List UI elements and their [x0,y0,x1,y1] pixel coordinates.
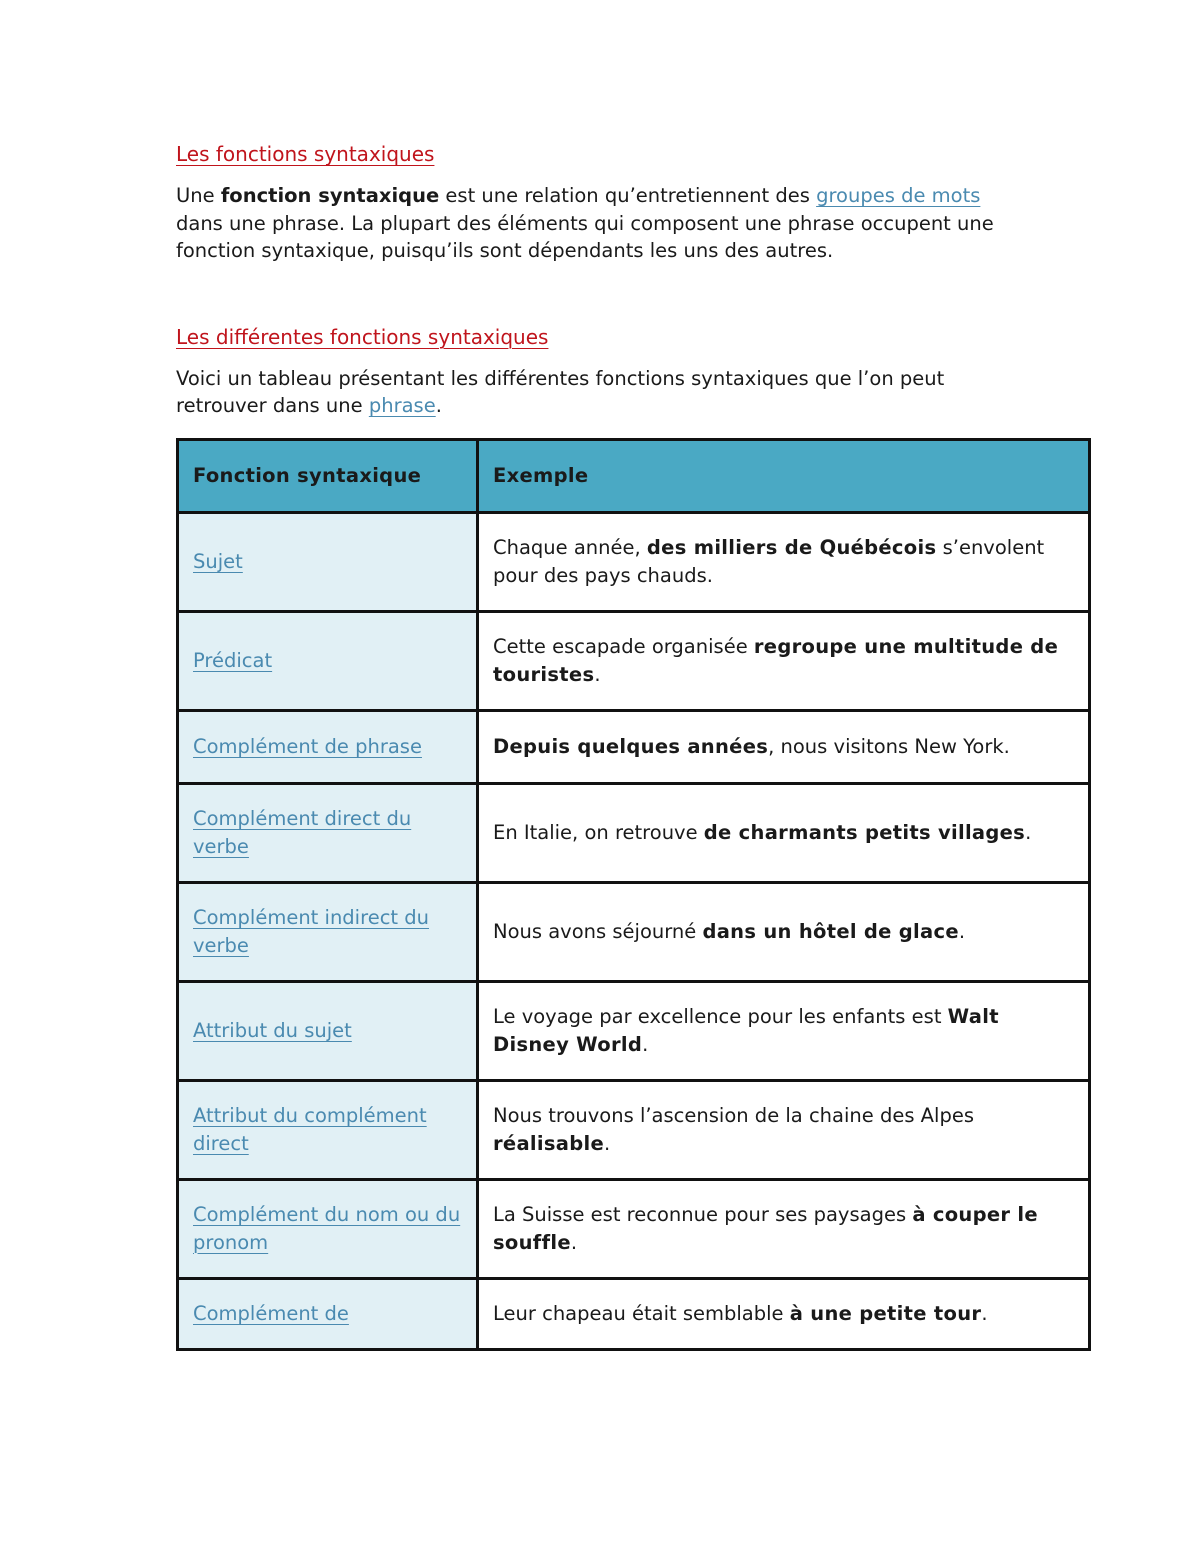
table-row [178,710,1090,783]
example-cell [478,1080,1090,1179]
function-cell [178,1278,478,1349]
example-bold: des milliers de Québécois [646,536,937,559]
function-link-predicat[interactable]: Prédicat [193,648,273,672]
intro-text-2: est une relation qu’entretiennent des [439,184,817,207]
example-text: Chaque année, [493,536,647,559]
example-text: Leur chapeau était semblable [493,1301,790,1325]
header-exemple: Exemple [478,439,1090,512]
function-link-complement-de[interactable]: Complément de [193,1301,349,1325]
table-intro-text-1: Voici un tableau présentant les différentes fonctions syntaxiques que l’on peut retrouver dans une [176,366,945,417]
function-link-attribut-complement[interactable]: Attribut du complément direct [193,1104,427,1155]
section-heading-fonctions: Les fonctions syntaxiques [176,142,435,166]
example-cell [478,611,1090,710]
table-row [178,1278,1090,1349]
example-bold: Walt Disney World [493,1005,999,1056]
function-link-complement-nom[interactable]: Complément du nom ou du pronom [193,1203,461,1254]
example-bold: de charmants petits villages [703,820,1026,844]
example-bold: Depuis quelques années [493,734,769,758]
intro-text-3: dans une phrase. La plupart des éléments qui composent une phrase occupent une fonction syntaxique, puisqu’ils sont dépendants les uns des autres. [176,211,994,262]
header-fonction: Fonction syntaxique [178,439,478,512]
function-cell [178,1080,478,1179]
document-page [176,140,1088,1351]
section-heading-differentes: Les différentes fonctions syntaxiques [176,324,549,349]
example-text: Cette escapade organisée [493,635,754,658]
example-text: Nous avons séjourné [493,919,703,943]
link-groupes-de-mots[interactable]: groupes de mots [816,184,981,207]
example-text: . [570,1230,578,1254]
example-text: En Italie, on retrouve [493,820,704,844]
table-row [178,1179,1090,1278]
table-row [178,1080,1090,1179]
function-cell [178,882,478,981]
function-cell [178,783,478,882]
intro-bold-term: fonction syntaxique [220,184,440,207]
table-intro-text-2: . [435,394,442,417]
example-cell [478,882,1090,981]
table-row [178,981,1090,1080]
example-text: . [958,919,966,943]
example-text: La Suisse est reconnue pour ses paysages [493,1203,913,1226]
example-text: Le voyage par excellence pour les enfants est [493,1005,948,1028]
example-cell [478,981,1090,1080]
table-row [178,783,1090,882]
table-header-row [178,439,1090,512]
table-intro-paragraph [176,365,1026,420]
table-row [178,882,1090,981]
intro-text-1: Une [176,184,221,207]
function-link-attribut-sujet[interactable]: Attribut du sujet [193,1018,352,1042]
example-bold: à une petite tour [789,1301,982,1325]
example-text: . [604,1131,611,1155]
function-cell [178,1179,478,1278]
example-bold: dans un hôtel de glace [702,919,959,943]
function-cell [178,611,478,710]
example-bold: regroupe une multitude de touristes [493,635,1059,686]
example-text: . [594,662,601,686]
example-text: , nous visitons New York. [768,734,1010,758]
example-cell [478,1179,1090,1278]
example-text: . [981,1301,988,1325]
example-cell [478,710,1090,783]
example-text: Nous trouvons l’ascension de la chaine des Alpes [493,1104,974,1127]
example-bold: réalisable [493,1131,605,1155]
example-text: . [1025,820,1032,844]
table-row [178,512,1090,611]
function-cell [178,710,478,783]
function-link-complement-direct[interactable]: Complément direct du verbe [193,807,412,858]
example-text: . [642,1032,649,1056]
functions-table [176,438,1091,1351]
function-link-complement-de-phrase[interactable]: Complément de phrase [193,734,422,758]
function-link-sujet[interactable]: Sujet [193,549,243,573]
example-cell [478,512,1090,611]
function-link-complement-indirect[interactable]: Complément indirect du verbe [193,906,429,957]
example-cell [478,783,1090,882]
example-text: s’envolent pour des pays chauds. [493,536,1045,587]
link-phrase[interactable]: phrase [368,394,436,417]
example-cell [478,1278,1090,1349]
table-row [178,611,1090,710]
intro-paragraph [176,182,1026,265]
function-cell [178,981,478,1080]
function-cell [178,512,478,611]
example-bold: à couper le souffle [493,1203,1038,1254]
